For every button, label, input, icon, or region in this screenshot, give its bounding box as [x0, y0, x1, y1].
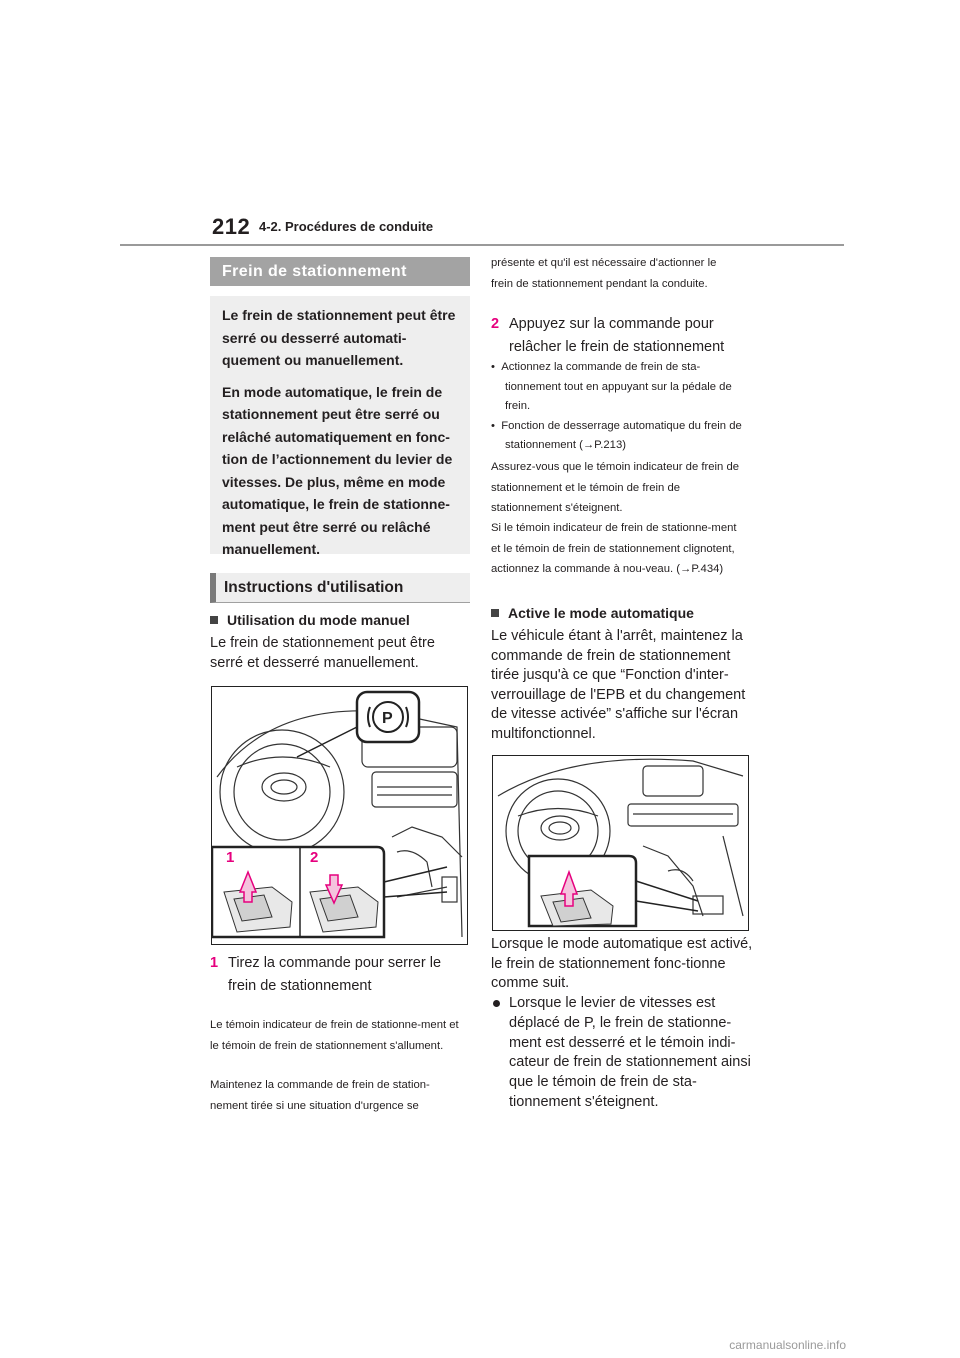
square-bullet-icon [210, 616, 218, 624]
step-2-text-line2: relâcher le frein de stationnement [509, 339, 725, 355]
dashboard-drawing [212, 687, 467, 944]
after-figure-text: Lorsque le mode automatique est activé, le frein de stationnement fonc-tionne comme suit. [491, 936, 753, 991]
note-3: Assurez-vous que le témoin indicateur de frein de stationnement et le témoin de frein de stationnement s'éteignent. [491, 461, 740, 514]
intro-box [210, 296, 470, 557]
step-1 [210, 952, 470, 998]
small-bullet-item: • Actionnez la commande de frein de sta-tionnement tout en appuyant sur la pédale de frein. [491, 361, 732, 412]
instructions-heading: Instructions d'utilisation [210, 573, 470, 603]
header-rule [120, 244, 844, 246]
intro-paragraph-1: Le frein de stationnement peut être serré ou desserré automati-quement ou manuellement. [222, 307, 456, 368]
figure-label-1: 1 [226, 849, 235, 866]
auto-mode-illustration [492, 755, 749, 931]
section-title: 4-2. Procédures de conduite [259, 219, 434, 234]
step-1-number: 1 [210, 955, 219, 971]
manual-mode-title-text: Utilisation du mode manuel [227, 612, 410, 628]
bullet-item-text: Lorsque le levier de vitesses est déplacé de P, le frein de stationne-ment est desserré et le témoin indi-cateur de frein de stationnement ainsi que le témoin de frein de sta-tionnement s'éteignent. [509, 995, 751, 1110]
step-1-text: Tirez la commande pour serrer le [228, 955, 442, 971]
section-heading: Frein de stationnement [210, 257, 470, 286]
square-bullet-icon [491, 609, 499, 617]
page-number: 212 [212, 214, 251, 239]
bullet-dot-icon [493, 1000, 500, 1007]
bullet-item [491, 994, 753, 1113]
manual-mode-title [210, 612, 470, 628]
small-bullet-item: • Fonction de desserrage automatique du frein de stationnement (→P.213) [491, 419, 742, 451]
note-4: Si le témoin indicateur de frein de stationne-ment et le témoin de frein de stationnement clignotent, actionnez la commande à nou-veau. (→P.434) [491, 522, 737, 575]
watermark: carmanualsonline.info [729, 1338, 846, 1352]
note-2: Maintenez la commande de frein de station-nement tirée si une situation d'urgence se [210, 1079, 430, 1112]
step-1-text-line2: frein de stationnement [228, 978, 372, 994]
auto-mode-text: Le véhicule étant à l'arrêt, maintenez la commande de frein de stationnement tirée jusqu'à ce que “Fonction d'inter-verrouillage de l'EPB et du changement de vitesse activée” s'affiche sur l'écran multifonctionnel. [491, 628, 746, 742]
svg-text:P: P [382, 710, 393, 727]
note-1: Le témoin indicateur de frein de stationne-ment et le témoin de frein de stationnement s'allument. [210, 1019, 459, 1052]
manual-mode-illustration [211, 686, 468, 945]
step-2-number: 2 [491, 316, 500, 332]
step-2-bullets [491, 358, 746, 456]
auto-mode-title [491, 605, 755, 621]
figure-label-2: 2 [310, 849, 319, 866]
intro-paragraph-2: En mode automatique, le frein de stationnement peut être serré ou relâché automatiquement en fonc-tion de l’actionnement du levier de vitesses. De plus, même en mode automatique, le frein de stationne-ment peut être serré ou relâché manuellement. [222, 383, 453, 557]
continued-text: présente et qu'il est nécessaire d'actionner le frein de stationnement pendant la conduite. [491, 257, 717, 290]
dashboard-drawing [493, 756, 748, 930]
manual-mode-text: Le frein de stationnement peut être serré et desserré manuellement. [210, 635, 435, 671]
auto-mode-title-text: Active le mode automatique [508, 605, 694, 621]
step-2 [491, 313, 755, 359]
step-2-text: Appuyez sur la commande pour [509, 316, 714, 332]
